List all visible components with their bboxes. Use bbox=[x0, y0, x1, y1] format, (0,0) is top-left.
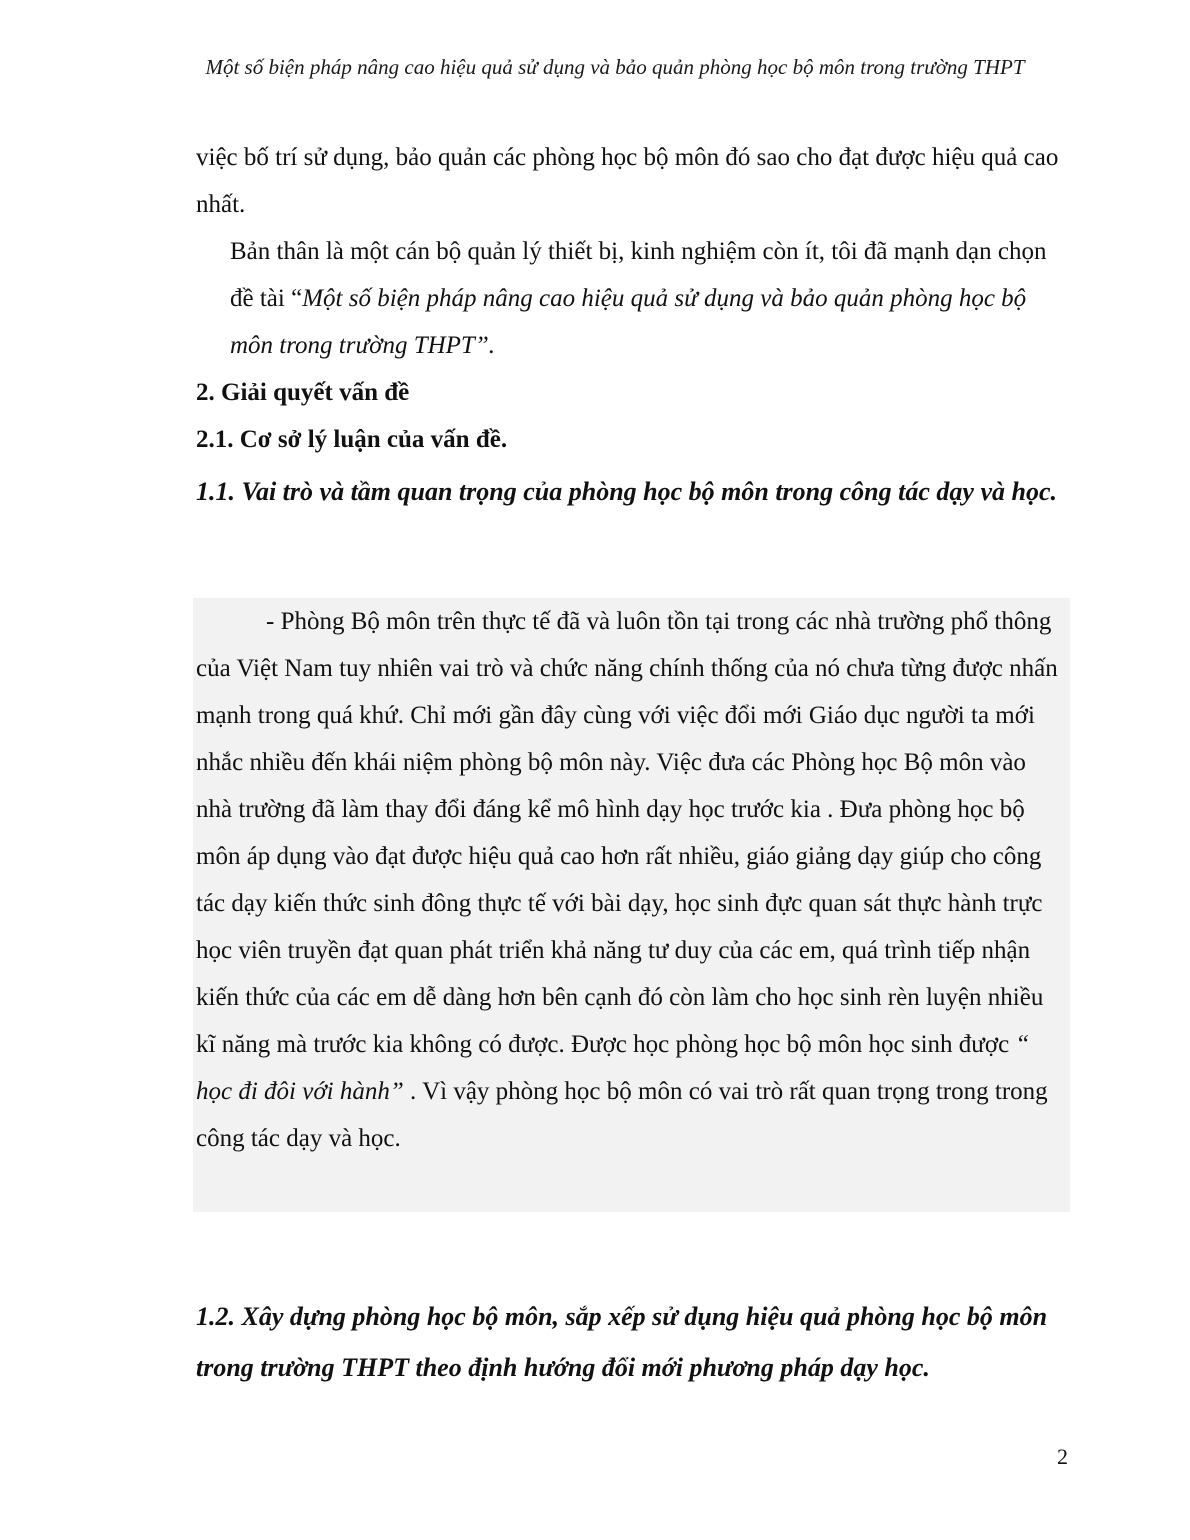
intro-paragraph bbox=[196, 228, 1068, 369]
section-1-2-heading: 1.2. Xây dựng phòng học bộ môn, sắp xếp sử dụng hiệu quả phòng học bộ môn trong trường THPT theo định hướng đổi mới phương pháp dạy học. bbox=[196, 1302, 1048, 1382]
continuation-paragraph: việc bố trí sử dụng, bảo quản các phòng học bộ môn đó sao cho đạt được hiệu quả cao nhất. bbox=[196, 144, 1059, 218]
section-1-1-heading: 1.1. Vai trò và tầm quan trọng của phòng học bộ môn trong công tác dạy và học. bbox=[196, 477, 1057, 506]
section-2-heading: 2. Giải quyết vấn đề bbox=[196, 379, 410, 406]
section-2-1-heading: 2.1. Cơ sở lý luận của vấn đề. bbox=[196, 426, 508, 453]
shaded-paragraph bbox=[196, 598, 1062, 1162]
intro-topic-title: Một số biện pháp nâng cao hiệu quả sử dụng và bảo quản phòng học bộ môn trong trường THPT”. bbox=[230, 285, 1027, 359]
shaded-paragraph-tail: . Vì vậy phòng học bộ môn có vai trò rất quan trọng trong trong công tác dạy và học. bbox=[196, 1078, 1048, 1152]
section-1-2-block bbox=[196, 1291, 1070, 1393]
running-header: Một số biện pháp nâng cao hiệu quả sử dụng và bảo quản phòng học bộ môn trong trường THPT bbox=[205, 55, 1025, 79]
intro-lead: Bản thân là một cán bộ quản lý thiết bị, kinh nghiệm còn ít, tôi đã mạnh dạn chọn đề tài “ bbox=[230, 238, 1047, 312]
page-number: 2 bbox=[1057, 1444, 1068, 1469]
shaded-paragraph-lead: - Phòng Bộ môn trên thực tế đã và luôn tồn tại trong các nhà trường phổ thông của Việt Nam tuy nhiên vai trò và chức năng chính thống của nó chưa từng được nhấn mạnh trong quá khứ. Chỉ mới gần đây cùng với việc đổi mới Giáo dục người ta mới nhắc nhiều đến khái niệm phòng bộ môn này. Việc đưa các Phòng học Bộ môn vào nhà trường đã làm thay đổi đáng kể mô hình dạy học trước kia . Đưa phòng học bộ môn áp dụng vào đạt được hiệu quả cao hơn rất nhiều, giáo giảng dạy giúp cho công tác dạy kiến thức sinh đông thực tế với bài dạy, học sinh đực quan sát thực hành trực học viên truyền đạt quan phát triển khả năng tư duy của các em, quá trình tiếp nhận kiến thức của các em dễ dàng hơn bên cạnh đó còn làm cho học sinh rèn luyện nhiều kĩ năng mà trước kia không có được. Được học phòng học bộ môn học sinh được bbox=[196, 608, 1058, 1058]
body-text bbox=[196, 134, 1068, 517]
shaded-paragraph-quote: “ học đi đôi với hành” bbox=[196, 1031, 1030, 1105]
